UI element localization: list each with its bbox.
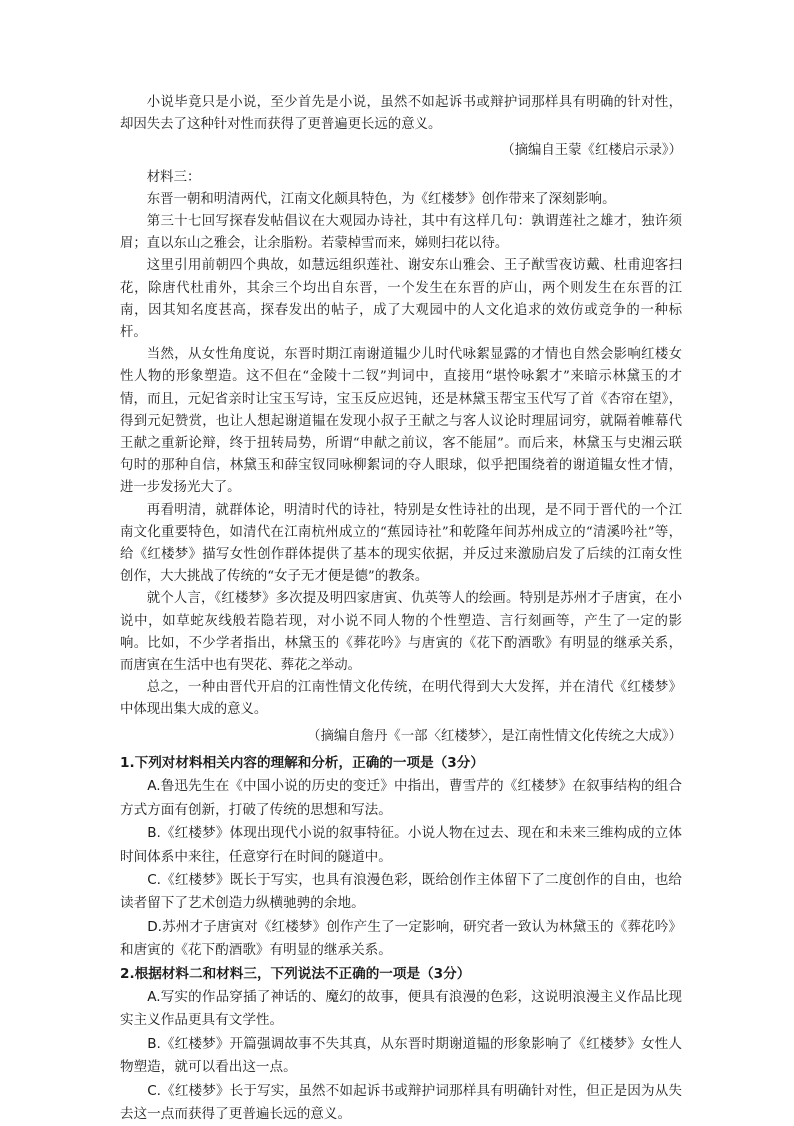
material3-paragraph: 第三十七回写探春发帖倡议在大观园办诗社，其中有这样几句：孰谓莲社之雄才，独许须眉；直以东山之雅会，让余脂粉。若蒙棹雪而来，娣则扫花以待。 [120,214,682,252]
material3-paragraph: 当然，从女性角度说，东晋时期江南谢道韫少儿时代咏絮显露的才情也自然会影响红楼女性人物的形象塑造。这不但在“金陵十二钗”判词中，直接用“堪怜咏絮才”来暗示林黛玉的才情，而且，元妃省亲时让宝玉写诗，宝玉反应迟钝，还是林黛玉帮宝玉代写了首《杏帘在望》，得到元妃赞赏，也让人想起谢道韫在发现小叔子王献之与客人议论时理屈词穷，就隔着帷幕代王献之重新论辩，终于扭转局势，所谓“申献之前议，客不能屈”。而后来，林黛玉与史湘云联句时的那种自信，林黛玉和薛宝钗同咏柳絮词的夺人眼球，似乎把围绕着的谢道韫女性才情，进一步发扬光大了。 [120,347,682,496]
material3-paragraph: 这里引用前朝四个典故，如慧远组织莲社、谢安东山雅会、王子猷雪夜访戴、杜甫迎客扫花，除唐代杜甫外，其余三个均出自东晋，一个发生在东晋的庐山，两个则发生在东晋的江南，因其知名度甚高，探春发出的帖子，成了大观园中的人文化追求的效仿或竞争的一种标杆。 [120,258,682,341]
question-2-option-c: C.《红楼梦》长于写实，虽然不如起诉书或辩护词那样具有明确针对性，但正是因为从失去这一点而获得了更普遍长远的意义。 [120,1082,682,1122]
material2-closing-paragraph: 小说毕竟只是小说，至少首先是小说，虽然不如起诉书或辩护词那样具有明确的针对性，却因失去了这种针对性而获得了更普遍更长远的意义。 [120,95,682,133]
question-1-title: 1.下列对材料相关内容的理解和分析，正确的一项是（3分） [120,754,484,771]
material3-source: （摘编自詹丹《一部〈红楼梦〉，是江南性情文化传统之大成》） [307,728,682,744]
question-1-option-a: A.鲁迅先生在《中国小说的历史的变迁》中指出，曹雪芹的《红楼梦》在叙事结构的组合方式方面有创新，打破了传统的思想和写法。 [120,778,682,818]
question-2-title: 2.根据材料二和材料三，下列说法不正确的一项是（3分） [120,965,471,982]
material3-paragraph: 东晋一朝和明清两代，江南文化颇具特色，为《红楼梦》创作带来了深刻影响。 [146,191,616,207]
document-page [120,92,682,1126]
question-2-option-a: A.写实的作品穿插了神话的、魔幻的故事，便具有浪漫的色彩，这说明浪漫主义作品比现实主义作品更具有文学性。 [120,988,682,1029]
question-2-option-b: B.《红楼梦》开篇强调故事不失其真，从东晋时期谢道韫的形象影响了《红楼梦》女性人物塑造，就可以看出这一点。 [120,1035,682,1076]
question-1-option-d: D.苏州才子唐寅对《红楼梦》创作产生了一定影响，研究者一致认为林黛玉的《葬花吟》和唐寅的《花下酌酒歌》有明显的继承关系。 [120,918,682,959]
material2-source: （摘编自王蒙《红楼启示录》） [501,143,682,159]
question-1-option-c: C.《红楼梦》既长于写实，也具有浪漫色彩，既给创作主体留下了二度创作的自由，也给读者留下了艺术创造力纵横驰骋的余地。 [120,871,682,912]
material3-paragraph: 再看明清，就群体论，明清时代的诗社，特别是女性诗社的出现，是不同于晋代的一个江南文化重要特色，如清代在江南杭州成立的“蕉园诗社”和乾隆年间苏州成立的“清溪吟社”等，给《红楼梦》描写女性创作群体提供了基本的现实依据，并反过来激励启发了后续的江南女性创作，大大挑战了传统的“女子无才便是德”的教条。 [120,502,682,585]
material3-heading: 材料三： [146,169,201,185]
material3-paragraph: 总之，一种由晋代开启的江南性情文化传统，在明代得到大大发挥，并在清代《红楼梦》中体现出集大成的意义。 [120,680,682,718]
material3-paragraph: 就个人言，《红楼梦》多次提及明四家唐寅、仇英等人的绘画。特别是苏州才子唐寅，在小说中，如草蛇灰线般若隐若现，对小说不同人物的个性塑造、言行刻画等，产生了一定的影响。比如，不少学者指出，林黛玉的《葬花吟》与唐寅的《花下酌酒歌》有明显的继承关系，而唐寅在生活中也有哭花、葬花之举动。 [120,591,682,674]
question-1-option-b: B.《红楼梦》体现出现代小说的叙事特征。小说人物在过去、现在和未来三维构成的立体时间体系中来往，任意穿行在时间的隧道中。 [120,825,682,865]
